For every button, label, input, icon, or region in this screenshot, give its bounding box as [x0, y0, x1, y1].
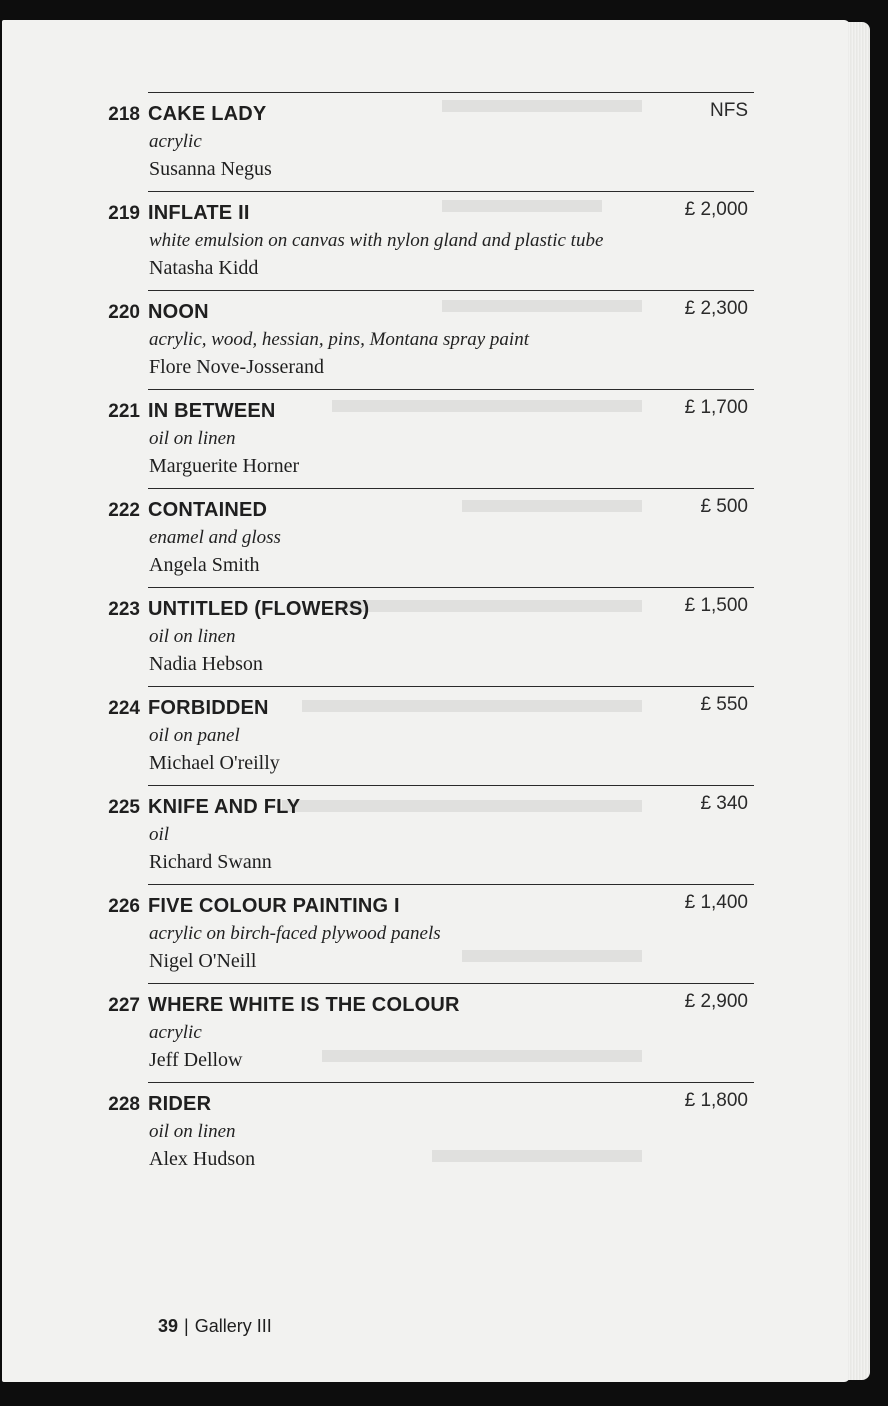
divider-rule	[148, 785, 754, 786]
artwork-price: £ 1,800	[684, 1090, 748, 1111]
artwork-medium: oil on panel	[149, 725, 240, 746]
artwork-title: UNTITLED (FLOWERS)	[148, 598, 370, 620]
artwork-price: £ 1,400	[684, 892, 748, 913]
entry-number: 225	[108, 797, 140, 818]
artwork-price: £ 340	[700, 793, 748, 814]
entry-number: 218	[108, 104, 140, 125]
artist-name: Susanna Negus	[149, 158, 272, 180]
artist-name: Richard Swann	[149, 851, 272, 873]
artwork-price: £ 2,000	[684, 199, 748, 220]
artwork-medium: enamel and gloss	[149, 527, 281, 548]
catalogue-entry	[98, 785, 754, 885]
artwork-price: £ 500	[700, 496, 748, 517]
artwork-price: £ 1,700	[684, 397, 748, 418]
catalogue-entry	[98, 290, 754, 390]
entry-number: 223	[108, 599, 140, 620]
artwork-medium: white emulsion on canvas with nylon gland and plastic tube	[149, 230, 604, 251]
artwork-medium: oil on linen	[149, 626, 236, 647]
entry-number: 222	[108, 500, 140, 521]
footer-separator: |	[184, 1316, 189, 1336]
artwork-title: KNIFE AND FLY	[148, 796, 301, 818]
artwork-price: NFS	[710, 100, 748, 121]
artwork-title: IN BETWEEN	[148, 400, 276, 422]
artwork-title: RIDER	[148, 1093, 212, 1115]
catalogue-entry	[98, 587, 754, 687]
artwork-medium: acrylic, wood, hessian, pins, Montana spray paint	[149, 329, 529, 350]
catalogue-entry	[98, 488, 754, 588]
artist-name: Natasha Kidd	[149, 257, 259, 279]
artwork-medium: oil	[149, 824, 170, 845]
artwork-title: NOON	[148, 301, 209, 323]
entry-number: 227	[108, 995, 140, 1016]
artist-name: Marguerite Horner	[149, 455, 300, 477]
catalogue-entry	[98, 983, 754, 1083]
catalogue-entry	[98, 389, 754, 489]
artist-name: Nadia Hebson	[149, 653, 263, 675]
artwork-title: WHERE WHITE IS THE COLOUR	[148, 994, 460, 1016]
divider-rule	[148, 191, 754, 192]
divider-rule	[148, 389, 754, 390]
artist-name: Flore Nove-Josserand	[149, 356, 324, 378]
artist-name: Nigel O'Neill	[149, 950, 257, 972]
artwork-price: £ 1,500	[684, 595, 748, 616]
artist-name: Angela Smith	[149, 554, 260, 576]
entry-number: 221	[108, 401, 140, 422]
book-page-edges	[848, 22, 870, 1380]
divider-rule	[148, 686, 754, 687]
section-name: Gallery III	[194, 1316, 272, 1336]
artwork-title: FIVE COLOUR PAINTING I	[148, 895, 400, 917]
artist-name: Jeff Dellow	[149, 1049, 243, 1071]
artwork-medium: oil on linen	[149, 1121, 236, 1142]
artwork-medium: acrylic on birch-faced plywood panels	[149, 923, 441, 944]
artist-name: Alex Hudson	[149, 1148, 256, 1170]
artwork-price: £ 2,300	[684, 298, 748, 319]
entry-number: 226	[108, 896, 140, 917]
divider-rule	[148, 290, 754, 291]
catalogue-entry	[98, 191, 754, 291]
entry-number: 224	[108, 698, 140, 719]
artwork-price: £ 2,900	[684, 991, 748, 1012]
artwork-title: FORBIDDEN	[148, 697, 269, 719]
artist-name: Michael O'reilly	[149, 752, 280, 774]
page-footer	[158, 1316, 272, 1337]
catalogue-entry	[98, 686, 754, 786]
divider-rule	[148, 587, 754, 588]
divider-rule	[148, 488, 754, 489]
divider-rule	[148, 1082, 754, 1083]
entry-number: 219	[108, 203, 140, 224]
artwork-medium: acrylic	[149, 1022, 202, 1043]
artwork-title: INFLATE II	[148, 202, 250, 224]
divider-rule	[148, 884, 754, 885]
entry-number: 220	[108, 302, 140, 323]
entry-number: 228	[108, 1094, 140, 1115]
divider-rule	[148, 983, 754, 984]
artwork-price: £ 550	[700, 694, 748, 715]
divider-rule	[148, 92, 754, 93]
artwork-medium: acrylic	[149, 131, 202, 152]
artwork-medium: oil on linen	[149, 428, 236, 449]
catalogue-page	[2, 20, 850, 1382]
page-number: 39	[158, 1316, 179, 1336]
artwork-title: CONTAINED	[148, 499, 268, 521]
catalogue-entry	[98, 1082, 754, 1182]
catalogue-entry	[98, 92, 754, 192]
artwork-title: CAKE LADY	[148, 103, 267, 125]
catalogue-entry	[98, 884, 754, 984]
